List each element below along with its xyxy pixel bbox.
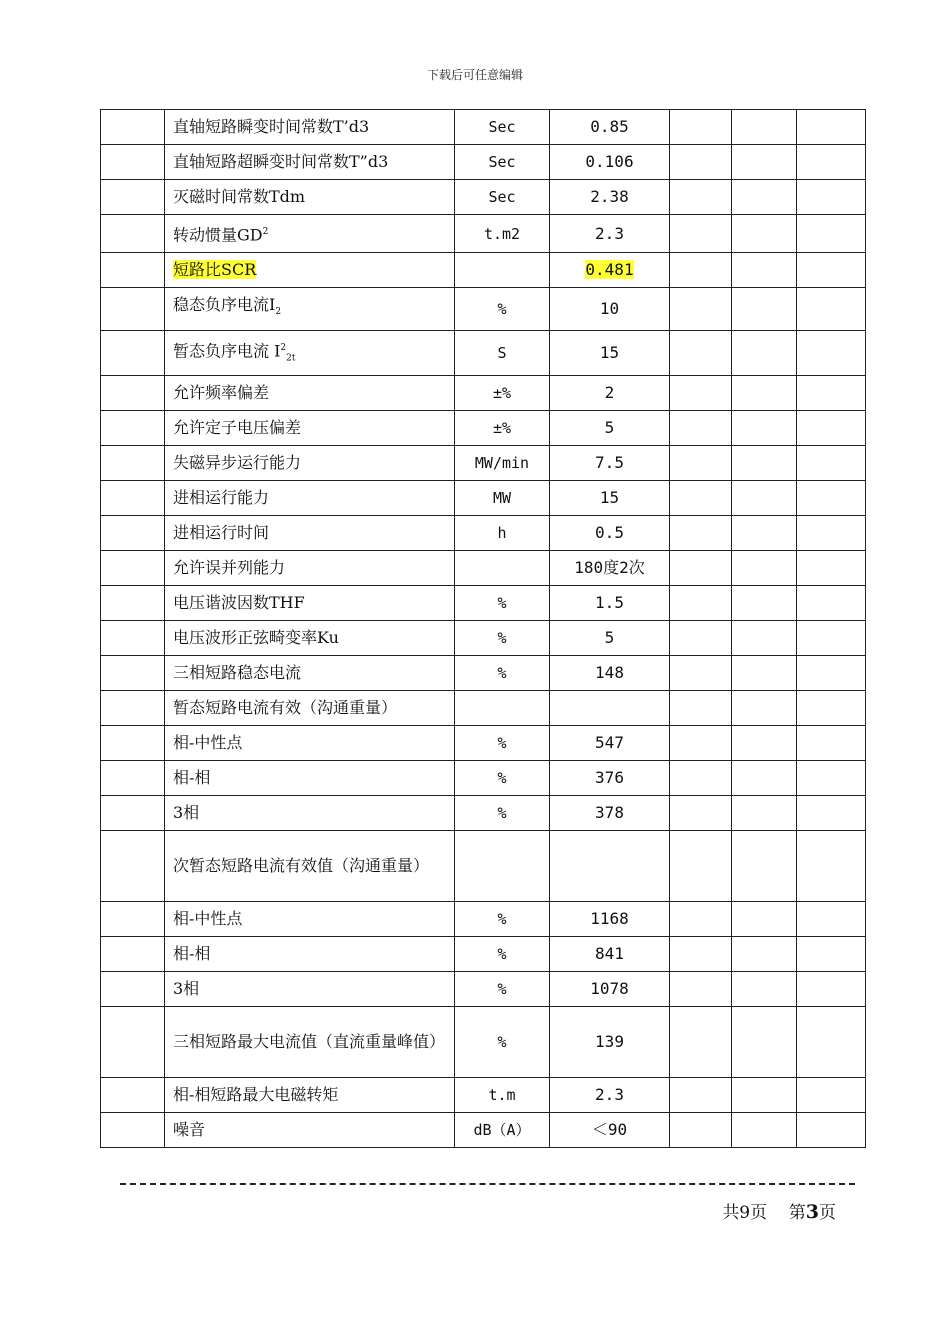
param-value: 5: [604, 418, 615, 438]
param-sub: 2t: [286, 353, 296, 364]
value-cell: [550, 110, 670, 145]
unit-cell: dB（A）: [455, 1113, 550, 1148]
empty-cell: [732, 586, 797, 621]
empty-cell: [732, 1113, 797, 1148]
total-pages: 共9页: [722, 1203, 768, 1223]
unit-cell: %: [455, 796, 550, 831]
table-row: [101, 253, 866, 288]
empty-cell: [797, 288, 866, 330]
value-cell: [550, 761, 670, 796]
empty-cell: [670, 691, 732, 726]
footer-divider: [120, 1183, 855, 1185]
param-name-cell: [165, 215, 455, 253]
param-name-cell: [165, 481, 455, 516]
empty-cell: [732, 215, 797, 253]
unit-cell: %: [455, 937, 550, 972]
param-value: 1168: [590, 909, 629, 929]
empty-cell: [732, 621, 797, 656]
table-row: [101, 376, 866, 411]
blank-cell: [101, 215, 165, 253]
table-row: [101, 937, 866, 972]
param-name: 短路比SCR: [173, 260, 257, 280]
unit-cell: t.m2: [455, 215, 550, 253]
empty-cell: [797, 937, 866, 972]
table-row: [101, 1007, 866, 1078]
blank-cell: [101, 330, 165, 376]
spec-table-body: [101, 110, 866, 1148]
param-name: 相-相短路最大电磁转矩: [173, 1085, 339, 1105]
empty-cell: [732, 330, 797, 376]
value-cell: [550, 446, 670, 481]
value-cell: [550, 253, 670, 288]
empty-cell: [797, 1113, 866, 1148]
empty-cell: [732, 972, 797, 1007]
value-cell: [550, 691, 670, 726]
empty-cell: [670, 761, 732, 796]
param-value: 0.5: [595, 523, 624, 543]
empty-cell: [797, 446, 866, 481]
value-cell: [550, 1078, 670, 1113]
param-name: 进相运行时间: [173, 523, 270, 543]
param-value: 376: [595, 768, 624, 788]
value-cell: [550, 972, 670, 1007]
unit-cell: ±%: [455, 376, 550, 411]
param-name-cell: [165, 656, 455, 691]
page-number: 3: [805, 1201, 819, 1223]
param-name-cell: [165, 411, 455, 446]
table-row: [101, 691, 866, 726]
empty-cell: [670, 586, 732, 621]
param-name-cell: [165, 726, 455, 761]
param-name: 允许频率偏差: [173, 383, 270, 403]
unit-cell: S: [455, 330, 550, 376]
blank-cell: [101, 1078, 165, 1113]
value-cell: [550, 1113, 670, 1148]
empty-cell: [797, 1007, 866, 1078]
empty-cell: [670, 253, 732, 288]
param-value: 139: [595, 1032, 624, 1052]
value-cell: [550, 288, 670, 330]
param-name-cell: [165, 691, 455, 726]
value-cell: [550, 180, 670, 215]
empty-cell: [670, 1007, 732, 1078]
param-name-cell: [165, 288, 455, 330]
empty-cell: [732, 796, 797, 831]
blank-cell: [101, 656, 165, 691]
empty-cell: [732, 551, 797, 586]
blank-cell: [101, 516, 165, 551]
param-name: 进相运行能力: [173, 488, 270, 508]
param-value: 2.38: [590, 187, 629, 206]
unit-cell: [455, 691, 550, 726]
table-row: [101, 551, 866, 586]
value-cell: [550, 516, 670, 551]
param-name: 转动惯量GD: [173, 225, 263, 245]
blank-cell: [101, 110, 165, 145]
blank-cell: [101, 1113, 165, 1148]
empty-cell: [732, 253, 797, 288]
empty-cell: [732, 481, 797, 516]
table-row: [101, 586, 866, 621]
empty-cell: [670, 481, 732, 516]
blank-cell: [101, 902, 165, 937]
empty-cell: [797, 656, 866, 691]
empty-cell: [732, 288, 797, 330]
value-cell: [550, 902, 670, 937]
param-name: 暂态短路电流有效（沟通重量）: [173, 698, 398, 718]
blank-cell: [101, 376, 165, 411]
param-name-cell: [165, 110, 455, 145]
unit-cell: %: [455, 902, 550, 937]
blank-cell: [101, 1007, 165, 1078]
param-name-cell: [165, 516, 455, 551]
empty-cell: [797, 253, 866, 288]
blank-cell: [101, 761, 165, 796]
table-row: [101, 110, 866, 145]
param-value: ＜90: [591, 1120, 628, 1140]
param-value: 1.5: [595, 593, 624, 613]
param-value: 2.3: [595, 1085, 624, 1105]
value-cell: [550, 796, 670, 831]
unit-cell: Sec: [455, 110, 550, 145]
param-name: 稳态负序电流I: [173, 295, 276, 315]
empty-cell: [670, 972, 732, 1007]
empty-cell: [670, 621, 732, 656]
param-name-cell: [165, 621, 455, 656]
param-name: 3相: [173, 979, 200, 999]
unit-cell: MW: [455, 481, 550, 516]
empty-cell: [797, 796, 866, 831]
param-name-cell: [165, 551, 455, 586]
param-name: 三相短路最大电流值（直流重量峰值）: [173, 1032, 446, 1052]
page-suffix: 页: [819, 1203, 836, 1223]
table-row: [101, 761, 866, 796]
blank-cell: [101, 796, 165, 831]
blank-cell: [101, 586, 165, 621]
empty-cell: [670, 902, 732, 937]
param-name: 3相: [173, 803, 200, 823]
value-cell: [550, 145, 670, 180]
param-name: 相-相: [173, 944, 211, 964]
blank-cell: [101, 691, 165, 726]
param-name: 允许定子电压偏差: [173, 418, 302, 438]
param-value: 547: [595, 733, 624, 753]
empty-cell: [732, 446, 797, 481]
empty-cell: [732, 376, 797, 411]
value-cell: [550, 726, 670, 761]
empty-cell: [732, 656, 797, 691]
spec-table: [100, 109, 866, 1148]
param-name-cell: [165, 330, 455, 376]
empty-cell: [732, 516, 797, 551]
value-cell: [550, 656, 670, 691]
empty-cell: [797, 411, 866, 446]
empty-cell: [732, 726, 797, 761]
empty-cell: [797, 902, 866, 937]
empty-cell: [670, 110, 732, 145]
empty-cell: [670, 446, 732, 481]
table-row: [101, 481, 866, 516]
blank-cell: [101, 411, 165, 446]
param-name: 允许误并列能力: [173, 558, 286, 578]
param-value: 148: [595, 663, 624, 683]
table-row: [101, 796, 866, 831]
param-sub: 2: [275, 307, 282, 318]
param-name: 暂态负序电流 I: [173, 340, 281, 360]
blank-cell: [101, 726, 165, 761]
table-row: [101, 726, 866, 761]
value-cell: [550, 215, 670, 253]
unit-cell: %: [455, 1007, 550, 1078]
empty-cell: [797, 145, 866, 180]
table-row: [101, 831, 866, 902]
empty-cell: [670, 411, 732, 446]
blank-cell: [101, 551, 165, 586]
unit-cell: %: [455, 726, 550, 761]
empty-cell: [732, 1007, 797, 1078]
unit-cell: %: [455, 288, 550, 330]
unit-cell: %: [455, 761, 550, 796]
table-row: [101, 330, 866, 376]
param-name: 直轴短路瞬变时间常数T’d3: [173, 117, 370, 136]
empty-cell: [732, 761, 797, 796]
table-row: [101, 446, 866, 481]
param-value: 1078: [590, 979, 629, 999]
value-cell: [550, 330, 670, 376]
param-name-cell: [165, 937, 455, 972]
empty-cell: [732, 902, 797, 937]
empty-cell: [670, 376, 732, 411]
param-value: 2.3: [595, 223, 624, 243]
empty-cell: [732, 145, 797, 180]
empty-cell: [797, 215, 866, 253]
empty-cell: [732, 937, 797, 972]
table-row: [101, 215, 866, 253]
param-name: 电压谐波因数THF: [173, 593, 305, 613]
table-row: [101, 288, 866, 330]
param-name: 相-相: [173, 768, 211, 788]
empty-cell: [797, 1078, 866, 1113]
table-row: [101, 145, 866, 180]
table-row: [101, 411, 866, 446]
empty-cell: [670, 215, 732, 253]
empty-cell: [797, 621, 866, 656]
param-value: 841: [595, 944, 624, 964]
value-cell: [550, 411, 670, 446]
page-prefix: 第: [788, 1203, 806, 1223]
param-value: 7.5: [595, 453, 624, 473]
param-name: 相-中性点: [173, 909, 243, 929]
blank-cell: [101, 253, 165, 288]
empty-cell: [732, 831, 797, 902]
param-name-cell: [165, 831, 455, 902]
param-name-cell: [165, 1078, 455, 1113]
table-row: [101, 902, 866, 937]
blank-cell: [101, 481, 165, 516]
empty-cell: [670, 796, 732, 831]
empty-cell: [670, 288, 732, 330]
blank-cell: [101, 972, 165, 1007]
param-name: 次暂态短路电流有效值（沟通重量）: [173, 856, 430, 876]
empty-cell: [797, 586, 866, 621]
blank-cell: [101, 180, 165, 215]
value-cell: [550, 831, 670, 902]
param-name-cell: [165, 446, 455, 481]
param-value: 5: [604, 628, 615, 648]
param-value: 2: [604, 383, 615, 403]
empty-cell: [670, 1113, 732, 1148]
param-name-cell: [165, 180, 455, 215]
table-row: [101, 1078, 866, 1113]
value-cell: [550, 586, 670, 621]
param-name-cell: [165, 145, 455, 180]
param-sup: 2: [280, 342, 287, 353]
empty-cell: [670, 1078, 732, 1113]
value-cell: [550, 551, 670, 586]
param-value: 0.481: [585, 260, 634, 280]
empty-cell: [670, 516, 732, 551]
unit-cell: h: [455, 516, 550, 551]
empty-cell: [670, 726, 732, 761]
blank-cell: [101, 621, 165, 656]
param-value: 15: [599, 488, 620, 508]
unit-cell: ±%: [455, 411, 550, 446]
param-name: 直轴短路超瞬变时间常数T”d3: [173, 152, 389, 171]
empty-cell: [797, 376, 866, 411]
empty-cell: [797, 330, 866, 376]
param-name-cell: [165, 586, 455, 621]
empty-cell: [797, 110, 866, 145]
param-name: 电压波形正弦畸变率Ku: [173, 628, 339, 648]
param-name: 失磁异步运行能力: [173, 453, 302, 473]
param-value: 378: [595, 803, 624, 823]
table-row: [101, 516, 866, 551]
empty-cell: [797, 972, 866, 1007]
param-name: 噪音: [173, 1120, 206, 1140]
empty-cell: [797, 831, 866, 902]
empty-cell: [797, 180, 866, 215]
table-row: [101, 656, 866, 691]
blank-cell: [101, 937, 165, 972]
empty-cell: [732, 1078, 797, 1113]
empty-cell: [797, 761, 866, 796]
param-name: 相-中性点: [173, 733, 243, 753]
empty-cell: [670, 330, 732, 376]
unit-cell: [455, 551, 550, 586]
empty-cell: [670, 551, 732, 586]
empty-cell: [670, 145, 732, 180]
empty-cell: [797, 726, 866, 761]
empty-cell: [670, 937, 732, 972]
value-cell: [550, 1007, 670, 1078]
unit-cell: %: [455, 621, 550, 656]
param-sup: 2: [262, 227, 269, 237]
unit-cell: t.m: [455, 1078, 550, 1113]
blank-cell: [101, 145, 165, 180]
value-cell: [550, 621, 670, 656]
unit-cell: [455, 253, 550, 288]
param-name-cell: [165, 761, 455, 796]
empty-cell: [670, 831, 732, 902]
param-name-cell: [165, 253, 455, 288]
param-name-cell: [165, 376, 455, 411]
empty-cell: [732, 180, 797, 215]
unit-cell: %: [455, 656, 550, 691]
param-name: 灭磁时间常数Tdm: [173, 187, 306, 206]
empty-cell: [732, 411, 797, 446]
header-note: 下载后可任意编辑: [426, 68, 523, 82]
param-name-cell: [165, 1007, 455, 1078]
table-row: [101, 1113, 866, 1148]
blank-cell: [101, 831, 165, 902]
blank-cell: [101, 288, 165, 330]
param-value: 10: [599, 298, 620, 318]
empty-cell: [670, 656, 732, 691]
param-name-cell: [165, 972, 455, 1007]
unit-cell: [455, 831, 550, 902]
param-value: 180度2次: [574, 558, 645, 578]
param-name-cell: [165, 796, 455, 831]
value-cell: [550, 937, 670, 972]
page-indicator: [722, 1198, 836, 1223]
param-value: 0.106: [585, 152, 634, 171]
empty-cell: [797, 691, 866, 726]
unit-cell: %: [455, 972, 550, 1007]
unit-cell: Sec: [455, 180, 550, 215]
unit-cell: %: [455, 586, 550, 621]
unit-cell: Sec: [455, 145, 550, 180]
param-value: 15: [599, 342, 620, 362]
param-name-cell: [165, 1113, 455, 1148]
table-row: [101, 621, 866, 656]
unit-cell: MW/min: [455, 446, 550, 481]
param-value: 0.85: [590, 117, 629, 136]
param-name-cell: [165, 902, 455, 937]
value-cell: [550, 481, 670, 516]
table-row: [101, 972, 866, 1007]
table-row: [101, 180, 866, 215]
empty-cell: [732, 110, 797, 145]
empty-cell: [797, 551, 866, 586]
empty-cell: [670, 180, 732, 215]
blank-cell: [101, 446, 165, 481]
empty-cell: [732, 691, 797, 726]
value-cell: [550, 376, 670, 411]
param-name: 三相短路稳态电流: [173, 663, 302, 683]
empty-cell: [797, 516, 866, 551]
empty-cell: [797, 481, 866, 516]
